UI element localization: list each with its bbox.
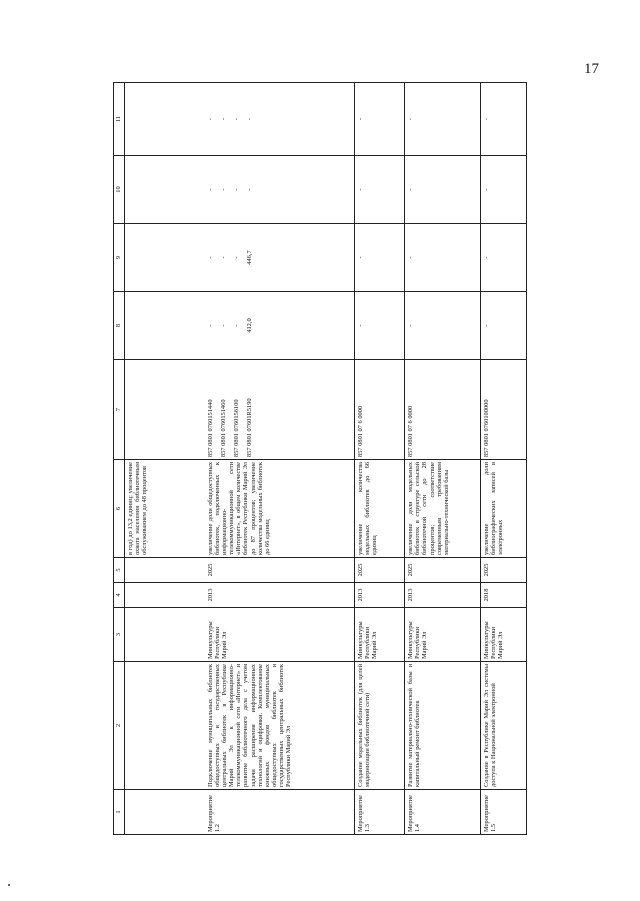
- end-year: 2025: [481, 558, 527, 583]
- value-cell: -: [219, 188, 227, 191]
- value-cell: 412,0: [246, 318, 254, 333]
- budget-code: 857 0801 07 6 0000: [357, 405, 364, 457]
- responsible-executor: Минкультуры Республики Марий Эл: [481, 608, 527, 662]
- value-cell: 446,7: [246, 250, 254, 265]
- value-cell: -: [206, 256, 214, 259]
- value-cell: -: [219, 324, 227, 327]
- col-header-4: 4: [114, 583, 125, 608]
- measure-description: Развитие материально-технической базы и капитальный ремонт библиотек: [405, 662, 481, 790]
- measure-number: Мероприятие 1.3: [355, 790, 405, 835]
- col-header-5: 5: [114, 558, 125, 583]
- continuation-text: в год) до 13,2 единиц; увеличение охвата населения библиотечным обслуживанием до 48 процентов: [125, 460, 205, 558]
- value-cell: -: [232, 188, 240, 191]
- value-cell: -: [357, 256, 364, 259]
- start-year: 2018: [481, 583, 527, 608]
- budget-codes: [205, 360, 355, 460]
- end-year: 2025: [355, 558, 405, 583]
- expected-result: увеличение доли общедоступных библиотек, подключенных к информационно-телекоммуникационной сети «Интернет», в общем количестве библиотек Республики Марий Эл до 87 процентов; увеличение количества модельных библиотек до 66 единиц: [205, 460, 355, 558]
- table-row: [405, 83, 481, 835]
- page-number: 17: [584, 61, 599, 77]
- value-cell: -: [206, 117, 214, 121]
- responsible-executor: Минкультуры Республики Марий Эл: [205, 608, 355, 662]
- col-header-11: 11: [114, 83, 125, 156]
- budget-code: 857 0801 0760100000: [483, 399, 490, 457]
- col-header-3: 3: [114, 608, 125, 662]
- table-row: [205, 83, 355, 835]
- expected-result: увеличение доли модельных библиотек в структуре сельской библиотечной сети до 28 процентов; соответствие современным требованиям материально-технической базы: [405, 460, 481, 558]
- start-year: 2013: [205, 583, 355, 608]
- value-cell: -: [483, 117, 490, 121]
- value-cell: -: [407, 188, 414, 191]
- col11-values: [205, 83, 355, 156]
- value-cell: -: [232, 117, 240, 121]
- rotated-table-wrapper: [113, 83, 523, 835]
- table-row-continuation: [125, 83, 205, 835]
- start-year: 2013: [355, 583, 405, 608]
- value-cell: -: [407, 324, 414, 327]
- value-cell: -: [407, 256, 414, 259]
- budget-code: 857 0801 07 6 0000: [407, 405, 414, 457]
- budget-code: 857 0801 0760151460: [219, 399, 227, 457]
- value-cell: -: [232, 256, 240, 259]
- value-cell: -: [232, 324, 240, 327]
- col-header-6: 6: [114, 460, 125, 558]
- budget-code: 857 0801 0760151440: [206, 399, 214, 457]
- measure-description: Подключение муниципальных библиотек общедоступных и государственных центральных библиотек в Республике Марий Эл к информационно-телекоммуникационной сети «Интернет» и развитие библиотечного дела с учетом задачи расширения информационных технологий и оцифровки. Комплектование книжных фондов муниципальных общедоступных библиотек и государственных центральных библиотек Республики Марий Эл: [205, 662, 355, 790]
- value-cell: -: [483, 256, 490, 259]
- value-cell: -: [206, 324, 214, 327]
- value-cell: -: [483, 324, 490, 327]
- scan-mark: [8, 884, 10, 886]
- col-header-8: 8: [114, 292, 125, 360]
- start-year: 2013: [405, 583, 481, 608]
- measure-number: Мероприятие 1.2: [205, 790, 355, 835]
- col10-values: [205, 156, 355, 224]
- measure-number: Мероприятие 1.4: [405, 790, 481, 835]
- value-cell: -: [206, 188, 214, 191]
- col-header-9: 9: [114, 224, 125, 292]
- value-cell: -: [407, 117, 414, 121]
- col-header-10: 10: [114, 156, 125, 224]
- table-row: [481, 83, 527, 835]
- budget-code: 857 0801 07601R5190: [246, 398, 254, 457]
- measure-description: Создание модельных библиотек (для целей модернизации библиотечной сети): [355, 662, 405, 790]
- value-cell: -: [357, 188, 364, 191]
- value-cell: -: [357, 117, 364, 121]
- measure-description: Создание в Республике Марий Эл системы доступа к Национальной электронной: [481, 662, 527, 790]
- column-number-header: [114, 83, 125, 835]
- col-header-7: 7: [114, 360, 125, 460]
- col-header-2: 2: [114, 662, 125, 790]
- budget-codes: [405, 360, 481, 460]
- col8-values: [205, 292, 355, 360]
- value-cell: -: [219, 117, 227, 121]
- end-year: 2025: [205, 558, 355, 583]
- end-year: 2025: [405, 558, 481, 583]
- col-header-1: 1: [114, 790, 125, 835]
- expected-result: увеличение количества модельных библиотек до 66 единиц: [355, 460, 405, 558]
- value-cell: -: [219, 256, 227, 259]
- budget-codes: [481, 360, 527, 460]
- value-cell: -: [246, 117, 254, 121]
- budget-codes: [355, 360, 405, 460]
- value-cell: -: [246, 188, 254, 191]
- expected-result: увеличение доли библиографических записей в электронных: [481, 460, 527, 558]
- program-measures-table: [113, 82, 527, 835]
- budget-code: 857 0801 0760156100: [232, 399, 240, 457]
- col9-values: [205, 224, 355, 292]
- value-cell: -: [483, 188, 490, 191]
- value-cell: -: [357, 324, 364, 327]
- measure-number: Мероприятие 1.5: [481, 790, 527, 835]
- responsible-executor: Минкультуры Республики Марий Эл: [405, 608, 481, 662]
- responsible-executor: Минкультуры Республики Марий Эл: [355, 608, 405, 662]
- table-row: [355, 83, 405, 835]
